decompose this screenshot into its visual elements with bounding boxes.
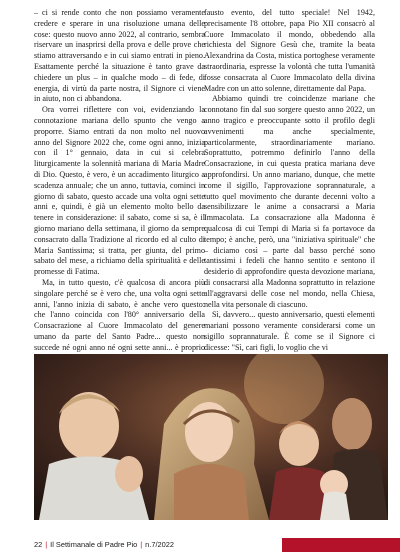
article-paragraph: Ora vorrei riflettere con voi, evidenziando la connotazione mariana dello spunto che vengo a proporre. Siamo entrati da non molto nel nuovo anno del Signore 2022 che, come ogni anno, inizia con il 1° gennaio, data in cui si celebra liturgicamente la solennità mariana di Maria Madre di Dio. Questo, è vero, è un accadimento liturgico a scadenza annuale; che un anno, tuttavia, cominci in giorno di sabato, questo accade una volta ogni sette anni e, quindi, è già un elemento molto bello da tenere in considerazione: il sabato, come si sa, è il giorno mariano della settimana, il giorno da sempre consacrato dalla Tradizione al ricordo ed al culto di Maria Santissima; si tratta, per giunta, del primo sabato del mese, a richiamo della spiritualità e delle promesse di Fatima. [34,105,205,277]
article-paragraph: Abbiamo quindi tre coincidenze mariane che connotano fin dal suo sorgere questo anno 2022, un anno tragico e preoccupante sotto il profilo degli avvenimenti ma anche specialmente, particolarmente, straordinariamente mariano. Soprattutto, potremmo definirlo l'anno della Consacrazione, in cui questa pratica mariana deve approfondirsi. Un anno mariano, dunque, che mette come il sigillo, l'approvazione soprannaturale, a tutto quel movimento che durante decenni volto a sensibilizzare le anime a consacrarsi a Maria Immacolata. La consacrazione alla Madonna è qualcosa di cui Tempi di Maria si fa portavoce da tempo; è anche, però, una "iniziativa spirituale" che – diciamo così – parte dal basso perché sono tantissimi i fedeli che hanno sentito e sentono il desiderio di approfondire questa devozione mariana, di consacrarsi alla Madonna soprattutto in relazione all'aggravarsi delle cose nel mondo, nella Chiesa, nella vita personale di ciascuno. [204,94,375,309]
article-paragraph: – ci si rende conto che non possiamo veramente credere e sperare in una risoluzione umana delle cose: questo nuovo anno 2022, al contrario, sembra riservare un inasprirsi della prova e delle prove che stiamo attraversando e in cui siamo entrati in pieno. Esattamente perché la situazione è tanto grave da chiedere un plus – in qualche modo – di fede, di energia, di virtù da parte nostra, il Signore ci viene in aiuto, non ci abbandona. [34,8,205,104]
article-paragraph: Ma, in tutto questo, c'è qualcosa di ancora più singolare perché se è vero che, una volta ogni sette anni, l'anno inizia di sabato, è anche vero questo: che l'anno coincida con l'80° anniversario della Consacrazione al Cuore Immacolato del genere umano da parte del Santo Padre... questo non succede né ogni anno né ogni sette anni... è proprio [34,277,205,352]
article-paragraph: Sì, davvero... questo anniversario, questi elementi mariani possono veramente considerarsi come un sigillo soprannaturale. È come se il Signore ci dicesse: "Sì, cari figli, lo voglio che vi [204,310,375,352]
footer-separator: | [45,540,48,549]
family-praying-photo [34,354,388,520]
article-column-left [34,8,205,364]
footer-separator: | [140,540,143,549]
page-footer [0,532,400,560]
article-paragraph: fausto evento, del tutto speciale! Nel 1942, precisamente l'8 ottobre, papa Pio XII consacrò al Cuore Immacolato il mondo, obbedendo alla richiesta del Signore Gesù che, tramite la beata Alexandrina da Costa, mistica portoghese veramente straordinaria, espresse la volontà che tutta l'umanità fosse consacrata al Cuore Immacolato della divina Madre con un atto solenne, direttamente dal Papa. [204,8,375,93]
baby-figure [320,470,350,520]
article-column-right [204,8,375,354]
publication-name: Il Settimanale di Padre Pio [50,540,138,549]
page-number: 22 [34,540,43,549]
footer-accent-bar [282,538,400,552]
photo-illustration [34,354,388,520]
issue-number: n.7/2022 [145,540,174,549]
footer-text [34,540,174,549]
